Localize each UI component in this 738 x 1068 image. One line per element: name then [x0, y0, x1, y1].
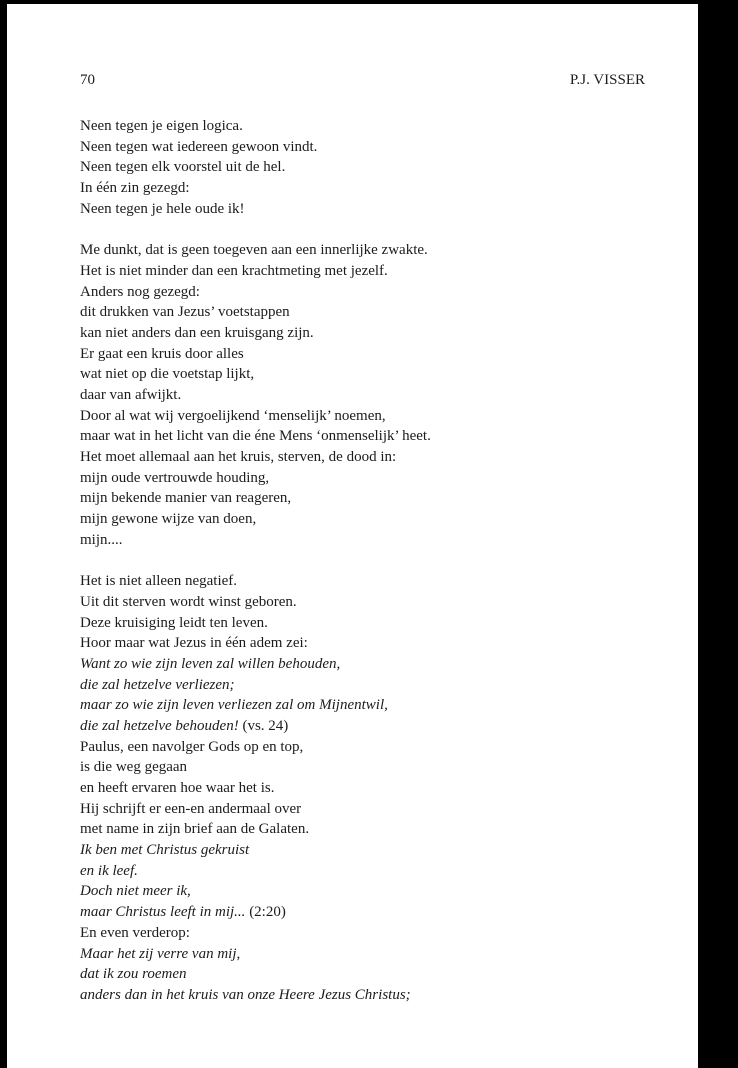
- text-line: Het is niet minder dan een krachtmeting met jezelf.: [80, 262, 388, 279]
- scripture-reference: (vs. 24): [242, 717, 289, 734]
- paragraph-gap: [80, 550, 670, 571]
- paragraph-gap: [80, 219, 670, 240]
- book-page: [7, 4, 698, 1068]
- text-line: Neen tegen je eigen logica.: [80, 118, 243, 134]
- text-line: Neen tegen je hele oude ik!: [80, 200, 245, 217]
- text-line: Het moet allemaal aan het kruis, sterven, de dood in:: [80, 449, 397, 465]
- text-line: Het is niet alleen negatief.: [80, 573, 238, 590]
- text-line: dit drukken van Jezus’ voetstappen: [80, 304, 290, 321]
- text-line: mijn oude vertrouwde houding,: [80, 469, 270, 486]
- running-header: [80, 70, 645, 90]
- text-line: Hoor maar wat Jezus in één adem zei:: [80, 635, 308, 652]
- scripture-reference: (2:20): [249, 904, 286, 921]
- text-line: Hij schrijft er een-en andermaal over: [80, 800, 302, 817]
- paragraph: [80, 116, 670, 219]
- text-line: maar wat in het licht van die éne Mens ‘onmenselijk’ heet.: [80, 428, 431, 445]
- paragraph: [80, 240, 670, 550]
- text-line: mijn bekende manier van reageren,: [80, 490, 292, 507]
- quote-line: Ik ben met Christus gekruist: [80, 842, 250, 859]
- quote-line-with-reference: [80, 902, 670, 923]
- text-line: met name in zijn brief aan de Galaten.: [80, 821, 310, 838]
- text-line: Neen tegen elk voorstel uit de hel.: [80, 159, 286, 176]
- text-line: Deze kruisiging leidt ten leven.: [80, 614, 268, 631]
- text-line: Anders nog gezegd:: [80, 283, 200, 300]
- text-line: en heeft ervaren hoe waar het is.: [80, 780, 275, 796]
- text-line: kan niet anders dan een kruisgang zijn.: [80, 324, 314, 341]
- running-head-author: P.J. VISSER: [569, 72, 645, 88]
- page-number: 70: [80, 72, 95, 88]
- quote-text: die zal hetzelve behouden!: [80, 717, 239, 734]
- quote-line: anders dan in het kruis van onze Heere Jezus Christus;: [80, 986, 411, 1003]
- text-line: Neen tegen wat iedereen gewoon vindt.: [80, 138, 318, 155]
- text-line: Door al wat wij vergoelijkend ‘menselijk’ noemen,: [80, 407, 386, 424]
- text-line: mijn gewone wijze van doen,: [80, 511, 257, 528]
- quote-line: Maar het zij verre van mij,: [80, 945, 241, 962]
- body-text: [80, 116, 670, 1006]
- quote-line: die zal hetzelve verliezen;: [80, 676, 235, 693]
- quote-line: Want zo wie zijn leven zal willen behouden,: [80, 655, 341, 672]
- text-line: Paulus, een navolger Gods op en top,: [80, 738, 304, 755]
- paragraph: [80, 571, 670, 1005]
- text-line: wat niet op die voetstap lijkt,: [80, 366, 255, 383]
- text-line: In één zin gezegd:: [80, 180, 190, 197]
- text-line: Er gaat een kruis door alles: [80, 345, 244, 362]
- text-line: mijn....: [80, 531, 123, 548]
- quote-line: maar zo wie zijn leven verliezen zal om Mijnentwil,: [80, 697, 388, 714]
- quote-line: Doch niet meer ik,: [80, 883, 191, 900]
- text-line: Me dunkt, dat is geen toegeven aan een innerlijke zwakte.: [80, 242, 428, 259]
- text-line: En even verderop:: [80, 924, 190, 941]
- text-line: Uit dit sterven wordt winst geboren.: [80, 593, 297, 610]
- quote-text: maar Christus leeft in mij...: [80, 904, 246, 921]
- quote-line: dat ik zou roemen: [80, 966, 187, 983]
- text-line: daar van afwijkt.: [80, 386, 182, 403]
- quote-line-with-reference: [80, 716, 670, 737]
- quote-line: en ik leef.: [80, 862, 138, 879]
- text-line: is die weg gegaan: [80, 759, 188, 776]
